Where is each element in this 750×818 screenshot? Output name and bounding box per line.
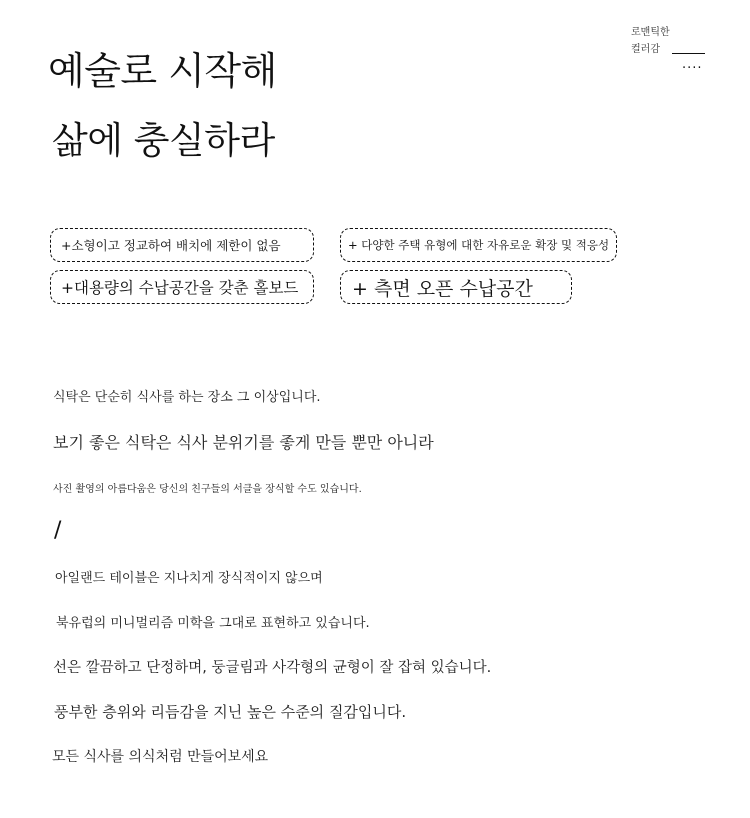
- feature-tag-expandable[interactable]: + 다양한 주택 유형에 대한 자유로운 확장 및 적응성: [340, 228, 617, 262]
- body-text-line-7: 풍부한 층위와 리듬감을 지닌 높은 수준의 질감입니다.: [54, 703, 407, 721]
- body-text-line-6: 선은 깔끔하고 단정하며, 둥글림과 사각형의 균형이 잘 잡혀 있습니다.: [53, 660, 492, 676]
- feature-tag-side-storage[interactable]: + 측면 오픈 수납공간: [340, 270, 572, 304]
- body-text-line-3: 사진 촬영의 아름다움은 당신의 친구들의 서클을 장식할 수도 있습니다.: [53, 484, 362, 495]
- feature-tag-storage-board[interactable]: +대용량의 수납공간을 갖춘 홀보드: [50, 270, 314, 304]
- body-text-line-4: 아일랜드 테이블은 지나치게 장식적이지 않으며: [55, 571, 323, 586]
- body-text-line-1: 식탁은 단순히 식사를 하는 장소 그 이상입니다.: [53, 390, 321, 405]
- brand-caption-line-2: 컬러감: [631, 44, 660, 55]
- feature-tag-compact[interactable]: +소형이고 정교하여 배치에 제한이 없음: [50, 228, 314, 262]
- brand-caption-line-1: 로맨틱한: [631, 27, 670, 38]
- headline-line-1: 예술로 시작해: [48, 49, 277, 93]
- menu-button[interactable]: [672, 48, 706, 76]
- more-dots-icon: ....: [682, 57, 703, 72]
- menu-line-icon: [672, 53, 705, 54]
- body-text-line-5: 북유럽의 미니멀리즘 미학을 그대로 표현하고 있습니다.: [56, 616, 370, 631]
- slash-divider: /: [54, 518, 62, 543]
- headline-line-2: 삶에 충실하라: [52, 119, 275, 162]
- body-text-line-2: 보기 좋은 식탁은 식사 분위기를 좋게 만들 뿐만 아니라: [53, 433, 434, 452]
- body-text-line-8: 모든 식사를 의식처럼 만들어보세요: [52, 749, 269, 765]
